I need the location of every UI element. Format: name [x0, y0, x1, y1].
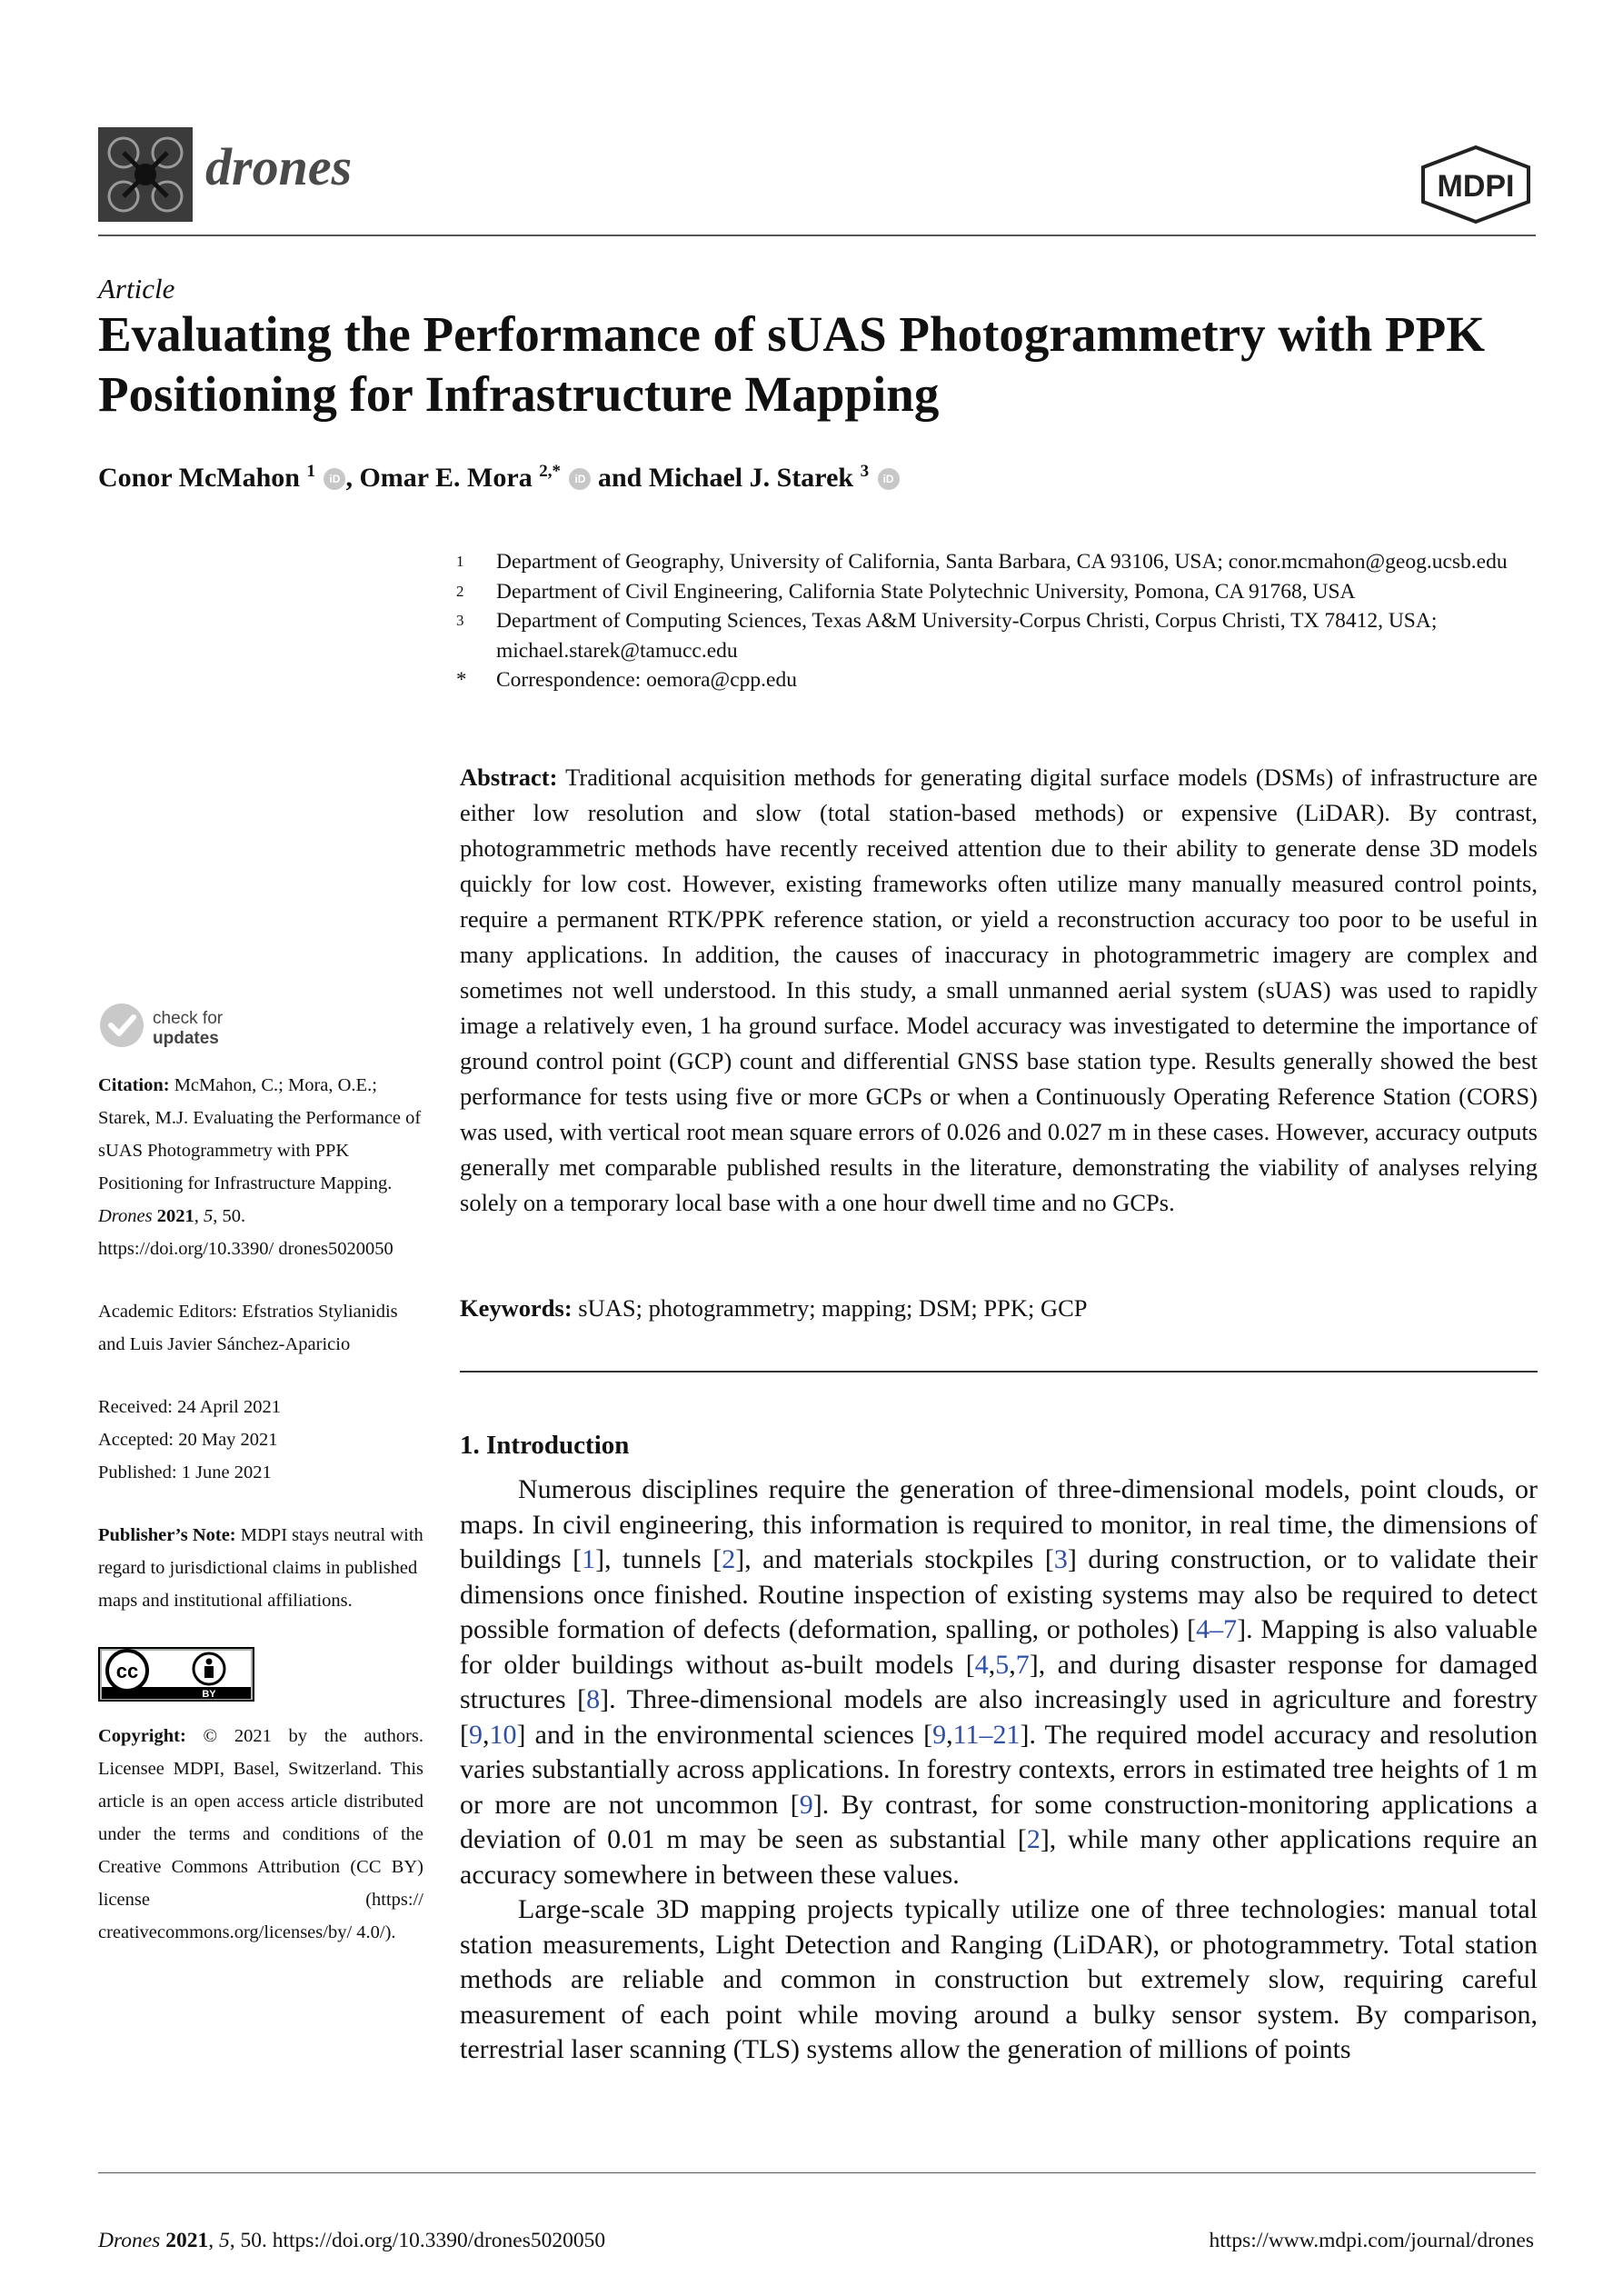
citation-label: Citation:: [98, 1075, 170, 1095]
orcid-icon[interactable]: iD: [569, 468, 591, 490]
paragraph-text: ]. Mapping is also valuable for older buildings without as-built models [: [460, 1614, 1538, 1680]
paragraph-text: ]. The required model accuracy and resolution varies substantially across applications. In forestry contexts, errors in estimated tree heights of 1 m or more are not uncommon [: [460, 1719, 1538, 1820]
publisher-note-text: MDPI stays neutral with regard to jurisdictional claims in published maps and institutional affiliations.: [98, 1525, 423, 1611]
paragraph-text: ] and in the environmental sciences [: [516, 1719, 933, 1750]
affiliation-mark: 2: [456, 582, 464, 600]
reference-link[interactable]: 7: [1015, 1649, 1030, 1680]
reference-link[interactable]: 1: [582, 1544, 596, 1574]
footer-rule: [98, 2172, 1536, 2173]
copyright: [98, 1720, 423, 1949]
keywords-text: sUAS; photogrammetry; mapping; DSM; PPK; GCP: [578, 1294, 1088, 1322]
check-updates-line-1: check for: [153, 1009, 224, 1028]
citation-journal: Drones: [98, 1206, 153, 1226]
sidebar: [98, 1069, 423, 1979]
abstract-label: Abstract:: [460, 764, 558, 791]
keywords: [460, 1294, 1538, 1323]
abstract-text: Traditional acquisition methods for generating digital surface models (DSMs) of infrastructure are either low resolution and slow (total station-based methods) or expensive (LiDAR). By contrast, photogrammetric methods have recently received attention due to their ability to generate dense 3D models quickly for low cost. However, existing frameworks often utilize many manually measured control points, require a permanent RTK/PPK reference station, or yield a reconstruction accuracy too poor to be useful in many applications. In addition, the causes of inaccuracy in photogrammetric imagery are complex and sometimes not well understood. In this study, a small unmanned aerial system (sUAS) was used to rapidly image a relatively even, 1 ha ground surface. Model accuracy was investigated to determine the importance of ground control point (GCP) count and differential GNSS base station type. Results generally showed the best performance for tests using five or more GCPs or when a Continuously Operating Reference Station (CORS) was used, with vertical root mean square errors of 0.026 and 0.027 m in these cases. However, accuracy outputs generally met comparable published results in the literature, demonstrating the viability of analyses relying solely on a temporary local base with a one hour dwell time and no GCPs.: [460, 764, 1538, 1216]
paragraph-text: ]. Three-dimensional models are also increasingly used in agriculture and forestry [: [460, 1684, 1538, 1750]
section-divider: [460, 1371, 1538, 1373]
paragraph-text: ], and during disaster response for damaged structures [: [460, 1649, 1538, 1714]
author-separator: ,: [345, 463, 360, 493]
affiliation-item: [456, 547, 1538, 577]
date-accepted: Accepted: 20 May 2021: [98, 1430, 278, 1450]
paragraph-text: ], while many other applications require an accuracy somewhere in between these values.: [460, 1824, 1538, 1890]
reference-link[interactable]: 3: [1053, 1544, 1068, 1574]
footer-journal-url[interactable]: https://www.mdpi.com/journal/drones: [1209, 2229, 1534, 2252]
article-title: Evaluating the Performance of sUAS Photogrammetry with PPK Positioning for Infrastructure Mapping: [98, 306, 1485, 422]
paragraph: [460, 1892, 1538, 2068]
reference-link[interactable]: 11–21: [952, 1719, 1021, 1750]
author-list: [98, 462, 900, 494]
reference-link[interactable]: 10: [489, 1719, 517, 1750]
author-affiliation-mark: 3: [860, 462, 870, 481]
date-received: Received: 24 April 2021: [98, 1397, 281, 1417]
cc-by-license-icon[interactable]: [98, 1647, 254, 1702]
affiliation-item: [456, 665, 1538, 695]
dates: [98, 1391, 423, 1489]
affiliations: [456, 547, 1538, 695]
footer-volume: 5: [218, 2229, 230, 2252]
date-published: Published: 1 June 2021: [98, 1462, 272, 1482]
mdpi-logo-text: MDPI: [1437, 169, 1515, 204]
reference-link[interactable]: 2: [722, 1544, 736, 1574]
publisher-note: [98, 1519, 423, 1617]
reference-link[interactable]: 9: [469, 1719, 483, 1750]
author-name: Conor McMahon: [98, 463, 300, 493]
paragraph-text: ], and materials stockpiles [: [735, 1544, 1054, 1574]
affiliation-text: Department of Computing Sciences, Texas A&M University-Corpus Christi, Corpus Christi, TX 78412, USA; michael.starek@tamucc.edu: [496, 609, 1438, 663]
paragraph-text: Numerous disciplines require the generation of three-dimensional models, point clouds, or maps. In civil engineering, this information is required to monitor, in real time, the dimensions of buildings [: [460, 1474, 1538, 1574]
reference-link[interactable]: 4: [974, 1649, 989, 1680]
drone-icon: [98, 127, 193, 222]
author-affiliation-mark: 1: [306, 462, 315, 481]
author-affiliation-mark: 2,*: [539, 462, 561, 481]
author-name: Michael J. Starek: [648, 463, 854, 493]
citation-year: 2021: [156, 1206, 194, 1226]
citation: Citation: McMahon, C.; Mora, O.E.; Starek, M.J. Evaluating the Performance of sUAS Photogrammetry with PPK Positioning for Infrastructure Mapping. Drones 2021, 5, 50. https://doi.org/10.3390/ drones5020050: [98, 1075, 422, 1259]
abstract: [460, 760, 1538, 1221]
paragraph-text: ]. By contrast, for some construction-monitoring applications a deviation of 0.01 m may be seen as substantial [: [460, 1789, 1538, 1854]
affiliation-mark: 1: [456, 553, 464, 570]
mdpi-logo: [1414, 144, 1538, 225]
keywords-label: Keywords:: [460, 1294, 573, 1322]
check-icon: [100, 1003, 144, 1047]
paragraph-text: ] during construction, or to validate their dimensions once finished. Routine inspection of existing systems may also be required to detect possible formation of defects (deformation, spalling, or potholes) [: [460, 1544, 1538, 1644]
affiliation-text: Department of Geography, University of California, Santa Barbara, CA 93106, USA; conor.mcmahon@geog.ucsb.edu: [496, 550, 1508, 574]
reference-link[interactable]: 9: [799, 1789, 813, 1820]
affiliation-item: [456, 606, 1538, 665]
section-heading: 1. Introduction: [460, 1431, 630, 1460]
header-rule: [98, 235, 1536, 236]
paragraph-text: ], tunnels [: [595, 1544, 722, 1574]
affiliation-text: Correspondence: oemora@cpp.edu: [496, 668, 797, 692]
paragraph-text: Large-scale 3D mapping projects typically utilize one of three technologies: manual total station measurements, Light Detection and Ranging (LiDAR), or photogrammetry. Total station methods are reliable and common in construction but extremely slow, requiring careful measurement of each point while moving around a bulky sensor system. By comparison, terrestrial laser scanning (TLS) systems allow the generation of millions of points: [460, 1894, 1538, 2064]
paragraph-text: ,: [988, 1649, 996, 1680]
reference-link[interactable]: 4–7: [1196, 1614, 1238, 1644]
orcid-icon[interactable]: iD: [324, 468, 345, 490]
introduction-body: [460, 1472, 1538, 2068]
footer-doi[interactable]: , 50. https://doi.org/10.3390/drones5020050: [229, 2229, 606, 2252]
reference-link[interactable]: 8: [586, 1684, 601, 1714]
check-for-updates-badge[interactable]: [98, 1000, 280, 1051]
journal-name: drones: [205, 137, 353, 196]
paragraph: [460, 1472, 1538, 1892]
paragraph-text: ,: [946, 1719, 953, 1750]
orcid-icon[interactable]: iD: [878, 468, 900, 490]
author-separator: and: [591, 463, 649, 493]
reference-link[interactable]: 9: [932, 1719, 947, 1750]
copyright-text: © 2021 by the authors. Licensee MDPI, Basel, Switzerland. This article is an open access article distributed under the terms and conditions of the Creative Commons Attribution (CC BY) license (https:// creativecommons.org/licenses/by/ 4.0/).: [98, 1726, 423, 1942]
affiliation-item: [456, 577, 1538, 607]
affiliation-mark: 3: [456, 612, 464, 629]
citation-doi[interactable]: , 50. https://doi.org/10.3390/ drones5020050: [98, 1206, 393, 1259]
affiliation-mark: *: [456, 668, 467, 691]
footer-year: 2021: [165, 2229, 209, 2252]
copyright-label: Copyright:: [98, 1726, 186, 1746]
footer-citation: Drones 2021, 5, 50. https://doi.org/10.3390/drones5020050: [98, 2229, 606, 2252]
check-updates-line-2: updates: [153, 1029, 219, 1048]
article-type: Article: [98, 273, 175, 304]
reference-link[interactable]: 5: [995, 1649, 1010, 1680]
academic-editors: Academic Editors: Efstratios Stylianidis and Luis Javier Sánchez-Aparicio: [98, 1302, 398, 1354]
by-label: BY: [202, 1689, 216, 1700]
paragraph-text: ,: [1009, 1649, 1016, 1680]
affiliation-text: Department of Civil Engineering, California State Polytechnic University, Pomona, CA 91768, USA: [496, 579, 1356, 604]
cc-icon: cc: [115, 1660, 139, 1682]
author-name: Omar E. Mora: [359, 463, 533, 493]
publisher-note-label: Publisher’s Note:: [98, 1525, 236, 1545]
paragraph-text: ,: [483, 1719, 490, 1750]
journal-logo: [98, 127, 193, 222]
citation-volume: 5: [203, 1206, 214, 1226]
citation-text: McMahon, C.; Mora, O.E.; Starek, M.J. Evaluating the Performance of sUAS Photogrammetry with PPK Positioning for Infrastructure Mapping.: [98, 1075, 422, 1193]
reference-link[interactable]: 2: [1026, 1824, 1041, 1854]
footer-journal: Drones: [98, 2229, 161, 2252]
